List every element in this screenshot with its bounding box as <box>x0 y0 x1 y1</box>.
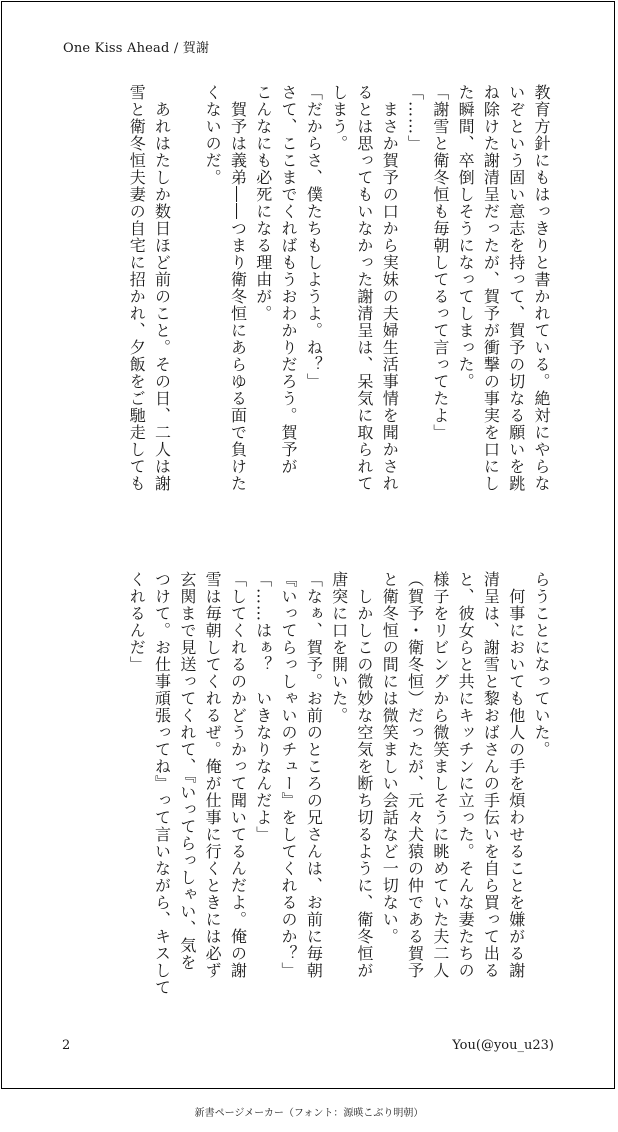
text-line: 賀予は義弟――つまり衛冬恒にあらゆる面で負けた <box>228 84 248 492</box>
text-line: 様子をリビングから微笑ましそうに眺めていた夫二人 <box>430 571 450 979</box>
text-line: ね除けた謝清呈だったが、賀予が衝撃の事実を口にし <box>481 84 501 492</box>
text-line: 唐突に口を開いた。 <box>329 571 349 724</box>
text-line: いぞという固い意志を持って、賀予の切なる願いを跳 <box>506 84 526 492</box>
text-line: るとは思ってもいなかった謝清呈は、呆気に取られて <box>354 84 374 492</box>
page-frame <box>1 1 615 1089</box>
text-line: こんなにも必死になる理由が。 <box>253 84 273 322</box>
text-line: 清呈は、謝雪と黎おばさんの手伝いを自ら買って出る <box>481 571 501 979</box>
page-title: One Kiss Ahead / 賀謝 <box>63 41 210 56</box>
text-line: らうことになっていた。 <box>532 571 551 758</box>
author-credit: You(@you_u23) <box>452 1038 554 1053</box>
text-line: 「なぁ、賀予。お前のところの兄さんは、お前に毎朝 <box>304 571 324 979</box>
text-line: 何事においても他人の手を煩わせることを嫌がる謝 <box>506 571 526 979</box>
text-line: しかしこの微妙な空気を断ち切るように、衛冬恒が <box>354 571 374 979</box>
text-line: 『いってらっしゃいのチュー』をしてくれるのか？」 <box>279 571 299 979</box>
text-line: つけて。お仕事頑張ってね』って言いながら、キスして <box>152 571 172 996</box>
text-block-top <box>56 84 554 512</box>
text-line: くないのだ。 <box>203 84 223 186</box>
text-line: 「謝雪と衛冬恒も毎朝してるって言ってたよ」 <box>430 84 450 441</box>
maker-credit: 新書ページメーカー（フォント：源暎こぶり明朝） <box>194 1108 424 1119</box>
text-line: た瞬間、卒倒しそうになってしまった。 <box>456 84 476 390</box>
text-line: と、彼女らと共にキッチンに立った。そんな妻たちの <box>456 571 476 979</box>
text-line: しまう。 <box>329 84 349 152</box>
text-line: さて、ここまでくればもうおわかりだろう。賀予が <box>279 84 299 475</box>
text-block-bottom <box>56 571 554 999</box>
text-line: くれるんだ」 <box>127 571 147 673</box>
text-line <box>175 84 200 512</box>
text-line: と衛冬恒の間には微笑ましい会話など一切ない。 <box>380 571 400 945</box>
text-line: 「……はぁ？ いきなりなんだよ」 <box>253 571 273 843</box>
text-line: 「だからさ、僕たちもしようよ。ね？」 <box>304 84 324 390</box>
page-number: 2 <box>62 1038 71 1053</box>
text-line: 「してくれるのかどうかって聞いてるんだよ。俺の謝 <box>228 571 248 979</box>
text-line: 「……」 <box>405 84 425 152</box>
text-line: 雪は毎朝してくれるぜ。俺が仕事に行くときには必ず <box>203 571 223 979</box>
text-line: 教育方針にもはっきりと書かれている。絶対にやらな <box>532 84 551 492</box>
text-line: （賀予・衛冬恒）だったが、元々犬猿の仲である賀予 <box>405 571 425 979</box>
text-line: 玄関まで見送ってくれて、『いってらっしゃい、気を <box>177 571 197 971</box>
text-line: まさか賀予の口から実妹の夫婦生活事情を聞かされ <box>380 84 400 492</box>
text-line: あれはたしか数日ほど前のこと。その日、二人は謝 <box>152 84 172 492</box>
text-line: 雪と衛冬恒夫妻の自宅に招かれ、夕飯をご馳走しても <box>127 84 147 492</box>
